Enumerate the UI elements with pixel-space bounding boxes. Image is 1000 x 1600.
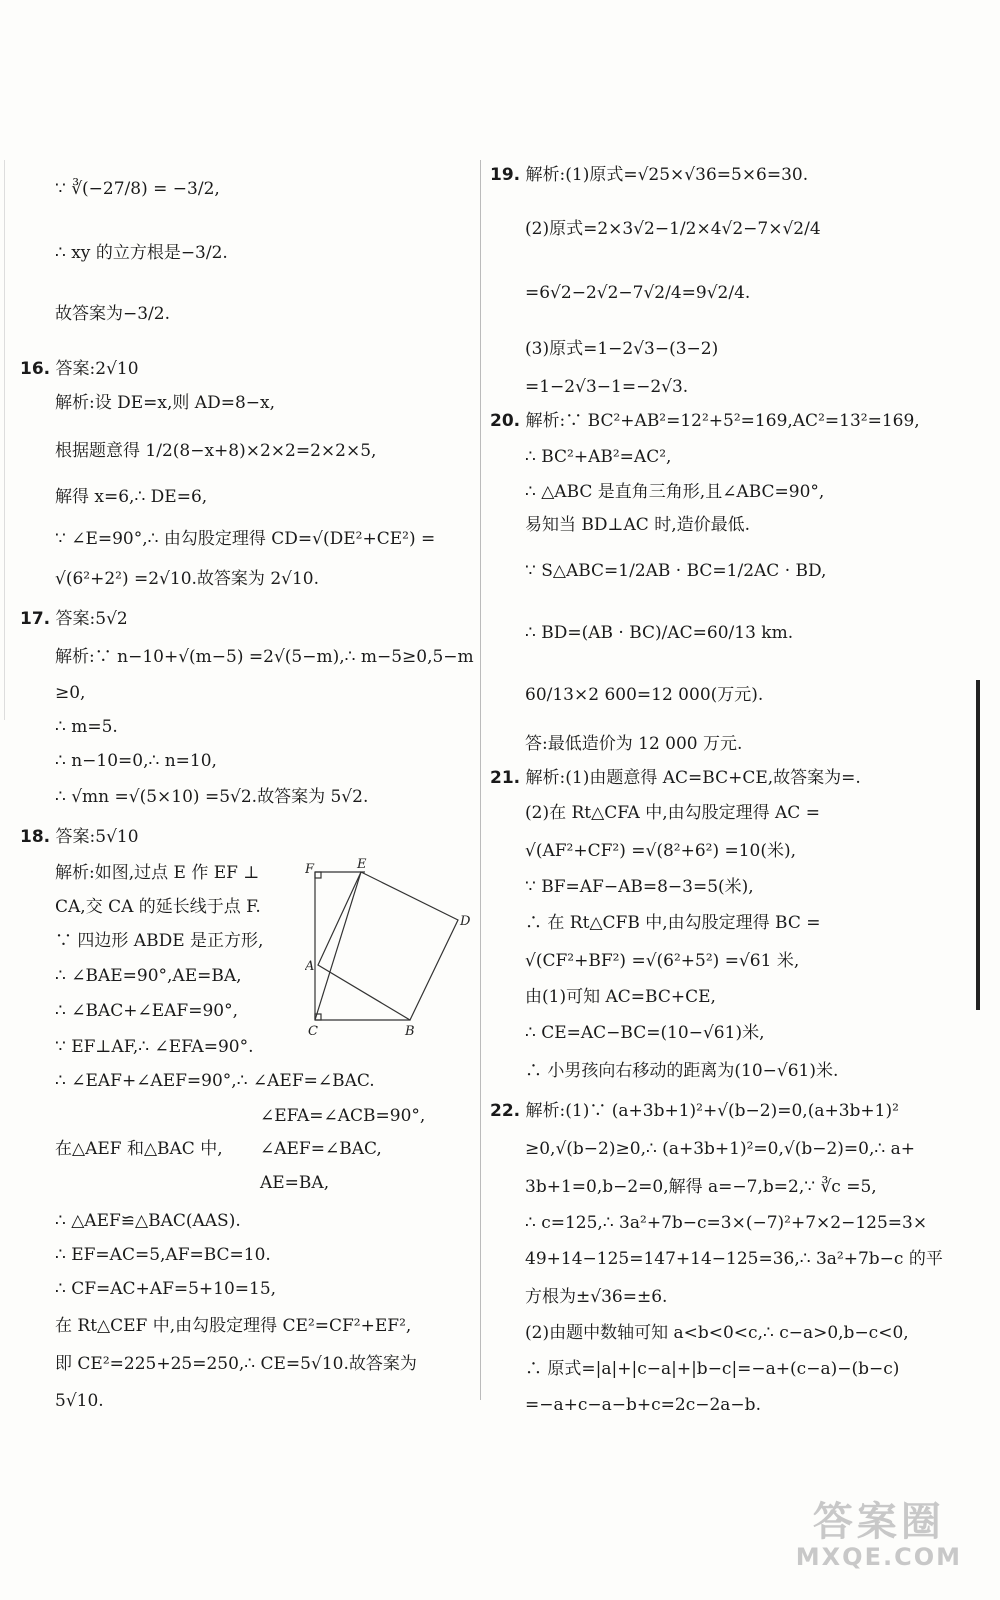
left-line bbox=[55, 1278, 276, 1300]
left-line bbox=[55, 1244, 271, 1266]
line-text: ∴ CF=AC+AF=5+10=15, bbox=[55, 1279, 277, 1299]
right-line bbox=[525, 1322, 909, 1344]
line-text: ∴ BD=(AB · BC)/AC=60/13 km. bbox=[525, 623, 794, 643]
line-text: 由(1)可知 AC=BC+CE, bbox=[525, 987, 716, 1007]
right-line bbox=[525, 376, 688, 398]
left-line bbox=[55, 930, 263, 952]
right-line bbox=[525, 840, 796, 862]
line-text: 在 Rt△CEF 中,由勾股定理得 CE²=CF²+EF², bbox=[55, 1316, 412, 1336]
line-text: 易知当 BD⊥AC 时,造价最低. bbox=[525, 515, 751, 535]
right-line bbox=[525, 1176, 877, 1198]
right-line bbox=[525, 1286, 667, 1308]
line-text: 答案:2√10 bbox=[55, 359, 139, 379]
problem-number: 22. bbox=[490, 1101, 521, 1121]
line-text: 解析:(1)∵ (a+3b+1)²+√(b−2)=0,(a+3b+1)² bbox=[525, 1101, 899, 1121]
square-figure bbox=[305, 855, 480, 1040]
left-margin-line bbox=[4, 160, 5, 720]
line-text: ∵ 四边形 ABDE 是正方形, bbox=[55, 931, 264, 951]
line-text: CA,交 CA 的延长线于点 F. bbox=[55, 897, 261, 917]
line-text: √(6²+2²) =2√10.故答案为 2√10. bbox=[55, 569, 320, 589]
line-text: ∴ c=125,∴ 3a²+7b−c=3×(−7)²+7×2−125=3× bbox=[525, 1213, 928, 1233]
line-text: ∴ 原式=|a|+|c−a|+|b−c|=−a+(c−a)−(b−c) bbox=[525, 1359, 900, 1379]
right-line bbox=[525, 876, 754, 898]
line-text: ∵ BF=AF−AB=8−3=5(米), bbox=[525, 877, 754, 897]
left-line bbox=[55, 1315, 411, 1337]
left-line bbox=[55, 178, 220, 200]
right-line bbox=[525, 514, 750, 536]
line-text: 解析:设 DE=x,则 AD=8−x, bbox=[55, 393, 276, 413]
left-line bbox=[55, 1070, 375, 1092]
line-text: ∵ ∛(−27/8) = −3/2, bbox=[55, 179, 220, 199]
problem-number: 18. bbox=[20, 827, 51, 847]
line-text: ∴ xy 的立方根是−3/2. bbox=[55, 243, 228, 263]
right-line bbox=[490, 410, 920, 432]
line-text: 根据题意得 1/2(8−x+8)×2×2=2×2×5, bbox=[55, 441, 377, 461]
line-text: ∵ EF⊥AF,∴ ∠EFA=90°. bbox=[55, 1037, 254, 1057]
left-line bbox=[55, 1353, 417, 1375]
left-line bbox=[260, 1138, 382, 1160]
label-D: D bbox=[460, 914, 471, 929]
left-line bbox=[260, 1105, 425, 1127]
line-text: ∴ n−10=0,∴ n=10, bbox=[55, 751, 217, 771]
problem-number: 17. bbox=[20, 609, 51, 629]
left-line bbox=[55, 682, 85, 704]
line-text: 解析:∵ BC²+AB²=12²+5²=169,AC²=13²=169, bbox=[525, 411, 920, 431]
right-line bbox=[525, 986, 716, 1008]
line-text: √(CF²+BF²) =√(6²+5²) =√61 米, bbox=[525, 951, 800, 971]
line-text: 即 CE²=225+25=250,∴ CE=5√10.故答案为 bbox=[55, 1354, 417, 1374]
line-text: 故答案为−3/2. bbox=[55, 304, 171, 324]
left-line bbox=[55, 896, 261, 918]
line-text: =−a+c−a−b+c=2c−2a−b. bbox=[525, 1395, 761, 1415]
line-text: 答案:5√2 bbox=[55, 609, 128, 629]
line-text: ≥0,√(b−2)≥0,∴ (a+3b+1)²=0,√(b−2)=0,∴ a+ bbox=[525, 1139, 915, 1159]
line-text: ∠EFA=∠ACB=90°, bbox=[260, 1106, 426, 1126]
right-line bbox=[525, 560, 826, 582]
line-text: =1−2√3−1=−2√3. bbox=[525, 377, 689, 397]
right-line bbox=[525, 733, 742, 755]
right-line bbox=[490, 164, 808, 186]
line-text: ∠AEF=∠BAC, bbox=[260, 1139, 382, 1159]
line-text: ∴ EF=AC=5,AF=BC=10. bbox=[55, 1245, 271, 1265]
right-line bbox=[525, 912, 820, 934]
line-text: ∴ CE=AC−BC=(10−√61)米, bbox=[525, 1023, 765, 1043]
right-line bbox=[525, 1358, 899, 1380]
problem-number: 20. bbox=[490, 411, 521, 431]
watermark-title: 答案圈 bbox=[812, 1498, 945, 1545]
line-text: ∴ △ABC 是直角三角形,且∠ABC=90°, bbox=[525, 482, 825, 502]
left-line bbox=[55, 1036, 254, 1058]
line-text: ∴ △AEF≌△BAC(AAS). bbox=[55, 1211, 241, 1231]
left-line bbox=[55, 965, 242, 987]
line-text: 60/13×2 600=12 000(万元). bbox=[525, 685, 764, 705]
right-line bbox=[525, 1212, 927, 1234]
line-text: (3)原式=1−2√3−(3−2) bbox=[525, 339, 719, 359]
line-text: 答:最低造价为 12 000 万元. bbox=[525, 734, 743, 754]
line-text: 5√10. bbox=[55, 1391, 104, 1411]
line-text: (2)由题中数轴可知 a<b<0<c,∴ c−a>0,b−c<0, bbox=[525, 1323, 909, 1343]
right-line bbox=[525, 1394, 761, 1416]
problem-number: 19. bbox=[490, 165, 521, 185]
line-text: ∴ ∠BAE=90°,AE=BA, bbox=[55, 966, 242, 986]
line-text: ∴ 小男孩向右移动的距离为(10−√61)米. bbox=[525, 1061, 839, 1081]
line-text: AE=BA, bbox=[260, 1173, 330, 1193]
right-line bbox=[525, 1022, 764, 1044]
line-text: =6√2−2√2−7√2/4=9√2/4. bbox=[525, 283, 751, 303]
right-line bbox=[525, 1138, 915, 1160]
left-line bbox=[55, 303, 170, 325]
right-line bbox=[525, 684, 763, 706]
right-line bbox=[525, 338, 718, 360]
left-line bbox=[55, 786, 368, 808]
left-line bbox=[55, 486, 207, 508]
label-B: B bbox=[405, 1024, 415, 1039]
line-text: ≥0, bbox=[55, 683, 86, 703]
watermark-url: MXQE.COM bbox=[795, 1542, 962, 1571]
left-line bbox=[20, 826, 139, 848]
right-line bbox=[525, 481, 824, 503]
problem-number: 16. bbox=[20, 359, 51, 379]
line-text: ∴ √mn =√(5×10) =5√2.故答案为 5√2. bbox=[55, 787, 369, 807]
line-text: ∵ ∠E=90°,∴ 由勾股定理得 CD=√(DE²+CE²) = bbox=[55, 529, 436, 549]
column-divider bbox=[480, 160, 481, 1400]
line-text: 解析:(1)由题意得 AC=BC+CE,故答案为=. bbox=[525, 768, 861, 788]
line-text: 3b+1=0,b−2=0,解得 a=−7,b=2,∵ ∛c =5, bbox=[525, 1177, 877, 1197]
right-line bbox=[490, 1100, 899, 1122]
left-line bbox=[55, 242, 228, 264]
line-text: 答案:5√10 bbox=[55, 827, 139, 847]
left-line bbox=[55, 1210, 241, 1232]
right-line bbox=[525, 622, 793, 644]
right-line bbox=[525, 282, 750, 304]
line-text: 在△AEF 和△BAC 中, bbox=[55, 1139, 223, 1159]
right-line bbox=[525, 1248, 943, 1270]
left-line bbox=[55, 1000, 238, 1022]
line-text: ∴ ∠BAC+∠EAF=90°, bbox=[55, 1001, 238, 1021]
left-line bbox=[55, 716, 118, 738]
right-line bbox=[525, 218, 821, 240]
line-text: 解析:如图,过点 E 作 EF ⊥ bbox=[55, 863, 260, 883]
line-text: 49+14−125=147+14−125=36,∴ 3a²+7b−c 的平 bbox=[525, 1249, 943, 1269]
left-line bbox=[55, 646, 474, 668]
left-line bbox=[55, 440, 376, 462]
left-line bbox=[55, 528, 435, 550]
left-line bbox=[55, 750, 217, 772]
problem-number: 21. bbox=[490, 768, 521, 788]
left-line bbox=[55, 568, 319, 590]
line-text: ∴ 在 Rt△CFB 中,由勾股定理得 BC = bbox=[525, 913, 821, 933]
line-text: 解得 x=6,∴ DE=6, bbox=[55, 487, 208, 507]
line-text: ∴ BC²+AB²=AC², bbox=[525, 447, 672, 467]
left-line bbox=[20, 608, 128, 630]
watermark bbox=[796, 1500, 962, 1570]
label-F: F bbox=[305, 862, 315, 877]
line-text: 解析:(1)原式=√25×√36=5×6=30. bbox=[525, 165, 809, 185]
line-text: (2)原式=2×3√2−1/2×4√2−7×√2/4 bbox=[525, 219, 821, 239]
right-line bbox=[525, 1060, 838, 1082]
left-line bbox=[55, 1390, 104, 1412]
line-text: (2)在 Rt△CFA 中,由勾股定理得 AC = bbox=[525, 803, 820, 823]
page-edge-mark bbox=[976, 680, 980, 1010]
left-line bbox=[55, 1138, 223, 1160]
line-text: 方根为±√36=±6. bbox=[525, 1287, 668, 1307]
right-line bbox=[490, 767, 861, 789]
label-A: A bbox=[305, 959, 315, 974]
line-text: √(AF²+CF²) =√(8²+6²) =10(米), bbox=[525, 841, 797, 861]
left-line bbox=[20, 358, 139, 380]
left-line bbox=[55, 392, 275, 414]
line-text: ∵ S△ABC=1/2AB · BC=1/2AC · BD, bbox=[525, 561, 827, 581]
left-line bbox=[260, 1172, 329, 1194]
line-text: ∴ ∠EAF+∠AEF=90°,∴ ∠AEF=∠BAC. bbox=[55, 1071, 375, 1091]
line-text: 解析:∵ n−10+√(m−5) =2√(5−m),∴ m−5≥0,5−m bbox=[55, 647, 474, 667]
line-text: ∴ m=5. bbox=[55, 717, 118, 737]
label-C: C bbox=[308, 1024, 318, 1039]
left-line bbox=[55, 862, 259, 884]
right-line bbox=[525, 446, 671, 468]
right-line bbox=[525, 950, 799, 972]
label-E: E bbox=[357, 857, 367, 872]
right-line bbox=[525, 802, 820, 824]
